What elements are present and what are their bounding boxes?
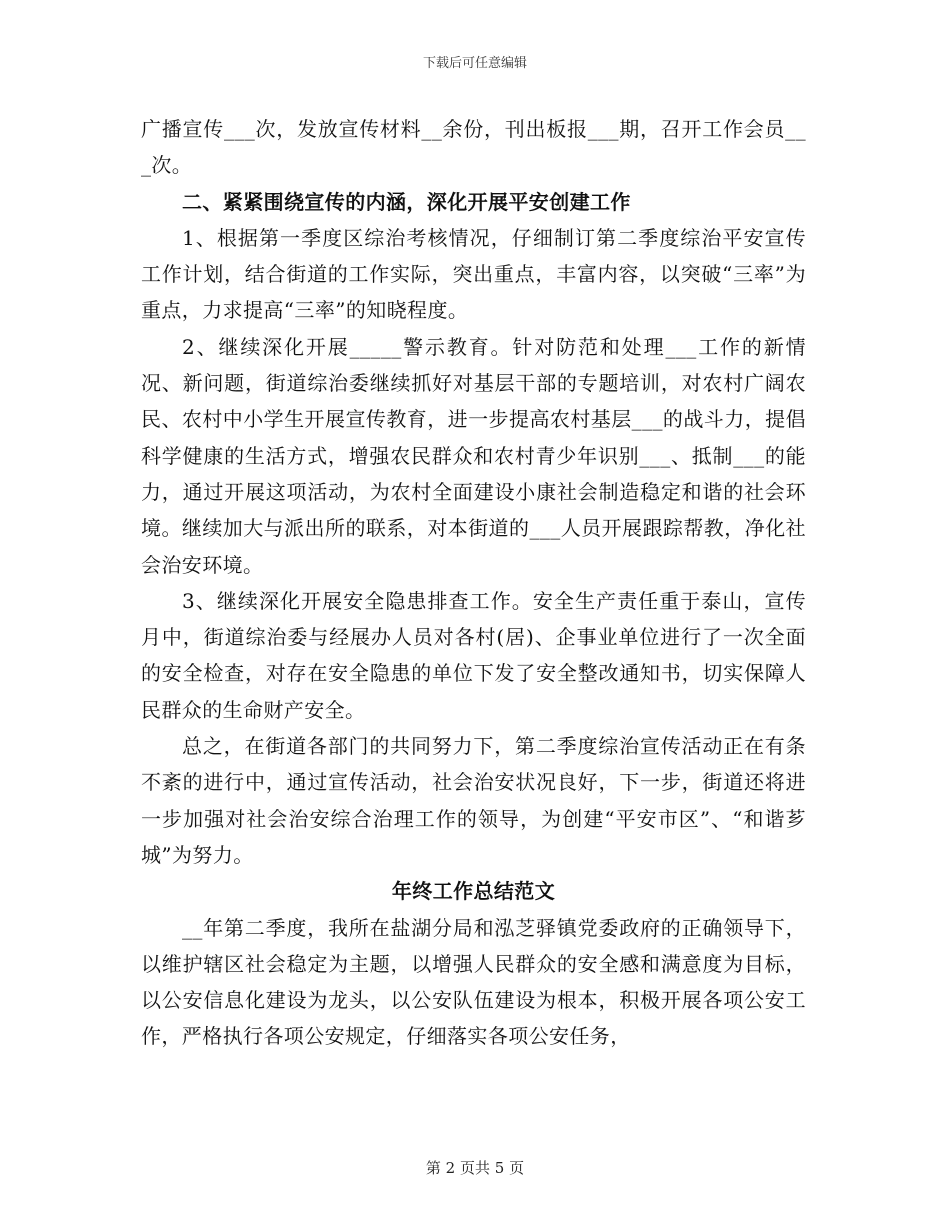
paragraph-item-1: 1、根据第一季度区综治考核情况，仔细制订第二季度综治平安宣传工作计划，结合街道的工作实际，突出重点，丰富内容，以突破“三率”为重点，力求提高“三率”的知晓程度。 — [141, 225, 806, 323]
paragraph-publicity-stats: 广播宣传___次，发放宣传材料__余份，刊出板报___期，召开工作会员___次。 — [141, 117, 806, 178]
paragraph-year-end-intro: __年第二季度，我所在盐湖分局和泓芝驿镇党委政府的正确领导下，以维护辖区社会稳定为主题，以增强人民群众的安全感和满意度为目标，以公安信息化建设为龙头，以公安队伍建设为根本，积极开展各项公安工作，严格执行各项公安规定，仔细落实各项公安任务， — [141, 915, 806, 1049]
document-title: 年终工作总结范文 — [391, 879, 556, 904]
section-heading-2: 二、紧紧围绕宣传的内涵，深化开展平安创建工作 — [182, 189, 631, 214]
paragraph-summary: 总之，在街道各部门的共同努力下，第二季度综治宣传活动正在有条不紊的进行中，通过宣传活动，社会治安状况良好，下一步，街道还将进一步加强对社会治安综合治理工作的领导，为创建“平安市区”、“和谐芗城”为努力。 — [141, 734, 806, 867]
paragraph-item-2: 2、继续深化开展_____警示教育。针对防范和处理___工作的新情况、新问题，街道综治委继续抓好对基层干部的专题培训，对农村广阔农民、农村中小学生开展宣传教育，进一步提高农村基层___的战斗力，提倡科学健康的生活方式，增强农民群众和农村青少年识别___、抵制___的能力，通过开展这项活动，为农村全面建设小康社会制造稳定和谐的社会环境。继续加大与派出所的联系，对本街道的___人员开展跟踪帮教，净化社会治安环境。 — [141, 334, 806, 577]
page-footer: 第 2 页共 5 页 — [425, 1159, 525, 1177]
page-header: 下载后可任意编辑 — [422, 56, 527, 71]
document-body — [141, 111, 806, 1055]
paragraph-item-3: 3、继续深化开展安全隐患排查工作。安全生产责任重于泰山，宣传月中，街道综治委与经展办人员对各村(居)、企事业单位进行了一次全面的安全检查，对存在安全隐患的单位下发了安全整改通知书，切实保障人民群众的生命财产安全。 — [141, 588, 806, 722]
